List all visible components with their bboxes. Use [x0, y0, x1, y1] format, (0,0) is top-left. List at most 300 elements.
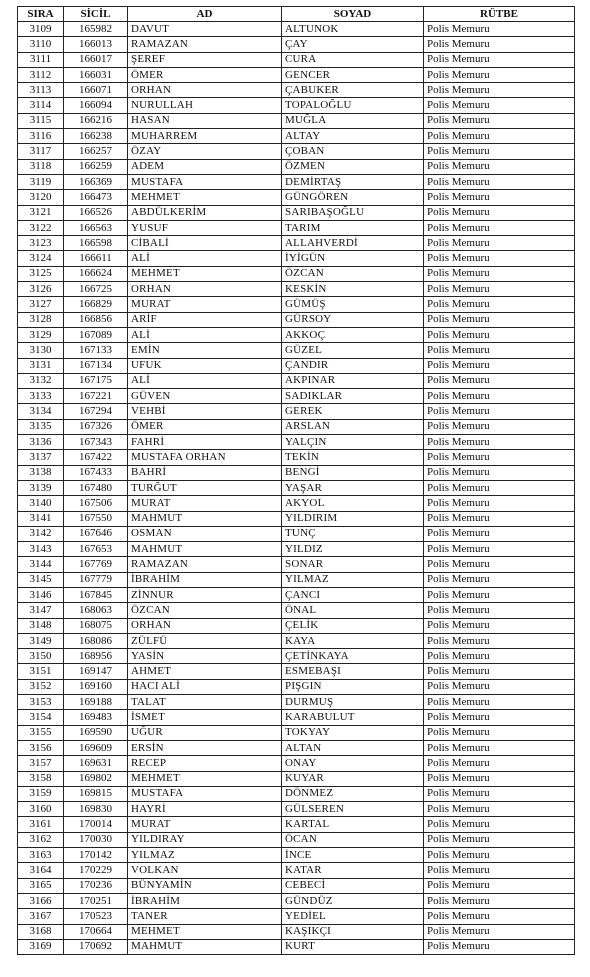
- cell-soyad: PIŞGIN: [282, 679, 424, 694]
- table-header: [18, 7, 575, 22]
- cell-soyad: AKPINAR: [282, 373, 424, 388]
- cell-ad: MUSTAFA: [128, 174, 282, 189]
- cell-ad: İBRAHİM: [128, 572, 282, 587]
- cell-soyad: GÜZEL: [282, 343, 424, 358]
- cell-sira: 3126: [18, 282, 64, 297]
- cell-sicil: 170142: [64, 848, 128, 863]
- table-row: [18, 710, 575, 725]
- cell-sira: 3117: [18, 144, 64, 159]
- cell-sicil: 168063: [64, 603, 128, 618]
- cell-sicil: 167294: [64, 404, 128, 419]
- cell-ad: TANER: [128, 909, 282, 924]
- cell-sicil: 167134: [64, 358, 128, 373]
- cell-ad: ERSİN: [128, 740, 282, 755]
- table-row: [18, 863, 575, 878]
- header-rutbe: RÜTBE: [424, 7, 575, 22]
- cell-ad: TALAT: [128, 695, 282, 710]
- table-row: [18, 526, 575, 541]
- cell-ad: ALİ: [128, 251, 282, 266]
- cell-soyad: ARSLAN: [282, 419, 424, 434]
- cell-sira: 3148: [18, 618, 64, 633]
- cell-ad: DAVUT: [128, 22, 282, 37]
- cell-sira: 3135: [18, 419, 64, 434]
- cell-soyad: DURMUŞ: [282, 695, 424, 710]
- cell-rutbe: Polis Memuru: [424, 878, 575, 893]
- table-row: [18, 190, 575, 205]
- cell-soyad: ÇETİNKAYA: [282, 649, 424, 664]
- cell-sira: 3146: [18, 587, 64, 602]
- cell-soyad: YAŞAR: [282, 480, 424, 495]
- cell-sicil: 166017: [64, 52, 128, 67]
- cell-sira: 3120: [18, 190, 64, 205]
- cell-soyad: SARIBAŞOĞLU: [282, 205, 424, 220]
- cell-sicil: 166526: [64, 205, 128, 220]
- cell-sira: 3118: [18, 159, 64, 174]
- cell-rutbe: Polis Memuru: [424, 159, 575, 174]
- table-row: [18, 496, 575, 511]
- cell-rutbe: Polis Memuru: [424, 37, 575, 52]
- cell-sicil: 165982: [64, 22, 128, 37]
- cell-ad: MUSTAFA ORHAN: [128, 450, 282, 465]
- table-row: [18, 174, 575, 189]
- table-row: [18, 435, 575, 450]
- table-row: [18, 358, 575, 373]
- cell-rutbe: Polis Memuru: [424, 190, 575, 205]
- cell-sira: 3110: [18, 37, 64, 52]
- cell-soyad: ÖZMEN: [282, 159, 424, 174]
- cell-ad: ALİ: [128, 373, 282, 388]
- cell-sicil: 169590: [64, 725, 128, 740]
- cell-ad: NURULLAH: [128, 98, 282, 113]
- cell-rutbe: Polis Memuru: [424, 695, 575, 710]
- cell-rutbe: Polis Memuru: [424, 740, 575, 755]
- table-row: [18, 52, 575, 67]
- personnel-table: [17, 6, 575, 955]
- cell-soyad: GEREK: [282, 404, 424, 419]
- cell-ad: MUSTAFA: [128, 786, 282, 801]
- cell-rutbe: Polis Memuru: [424, 144, 575, 159]
- cell-ad: HACI ALİ: [128, 679, 282, 694]
- cell-ad: ZİNNUR: [128, 587, 282, 602]
- cell-rutbe: Polis Memuru: [424, 939, 575, 954]
- cell-sicil: 168086: [64, 633, 128, 648]
- cell-sira: 3122: [18, 220, 64, 235]
- cell-sicil: 167506: [64, 496, 128, 511]
- cell-sicil: 167175: [64, 373, 128, 388]
- cell-ad: HAYRİ: [128, 802, 282, 817]
- cell-sira: 3153: [18, 695, 64, 710]
- cell-ad: MURAT: [128, 297, 282, 312]
- cell-ad: VOLKAN: [128, 863, 282, 878]
- table-row: [18, 220, 575, 235]
- cell-sira: 3163: [18, 848, 64, 863]
- table-row: [18, 373, 575, 388]
- cell-sicil: 169160: [64, 679, 128, 694]
- cell-sira: 3149: [18, 633, 64, 648]
- cell-rutbe: Polis Memuru: [424, 282, 575, 297]
- cell-soyad: YEDİEL: [282, 909, 424, 924]
- cell-sira: 3116: [18, 129, 64, 144]
- cell-ad: FAHRİ: [128, 435, 282, 450]
- cell-ad: UFUK: [128, 358, 282, 373]
- cell-sira: 3156: [18, 740, 64, 755]
- cell-soyad: İYİGÜN: [282, 251, 424, 266]
- cell-rutbe: Polis Memuru: [424, 343, 575, 358]
- cell-sicil: 170664: [64, 924, 128, 939]
- cell-sira: 3124: [18, 251, 64, 266]
- cell-soyad: KARTAL: [282, 817, 424, 832]
- cell-ad: MAHMUT: [128, 542, 282, 557]
- cell-rutbe: Polis Memuru: [424, 802, 575, 817]
- cell-sira: 3136: [18, 435, 64, 450]
- table-row: [18, 633, 575, 648]
- cell-soyad: BENGİ: [282, 465, 424, 480]
- cell-ad: MAHMUT: [128, 939, 282, 954]
- cell-sira: 3157: [18, 756, 64, 771]
- cell-soyad: ÇELİK: [282, 618, 424, 633]
- cell-rutbe: Polis Memuru: [424, 756, 575, 771]
- cell-rutbe: Polis Memuru: [424, 572, 575, 587]
- cell-rutbe: Polis Memuru: [424, 587, 575, 602]
- table-row: [18, 618, 575, 633]
- cell-sira: 3159: [18, 786, 64, 801]
- cell-sira: 3168: [18, 924, 64, 939]
- cell-ad: YASİN: [128, 649, 282, 664]
- cell-soyad: ÖCAN: [282, 832, 424, 847]
- cell-soyad: GÜMÜŞ: [282, 297, 424, 312]
- cell-rutbe: Polis Memuru: [424, 327, 575, 342]
- cell-sira: 3160: [18, 802, 64, 817]
- header-ad: AD: [128, 7, 282, 22]
- cell-ad: RAMAZAN: [128, 37, 282, 52]
- table-row: [18, 924, 575, 939]
- cell-sicil: 168956: [64, 649, 128, 664]
- cell-soyad: YALÇIN: [282, 435, 424, 450]
- table-row: [18, 725, 575, 740]
- cell-rutbe: Polis Memuru: [424, 848, 575, 863]
- cell-rutbe: Polis Memuru: [424, 435, 575, 450]
- table-row: [18, 817, 575, 832]
- table-row: [18, 113, 575, 128]
- cell-ad: ORHAN: [128, 618, 282, 633]
- table-row: [18, 98, 575, 113]
- cell-sicil: 166257: [64, 144, 128, 159]
- header-row: [18, 7, 575, 22]
- table-row: [18, 251, 575, 266]
- cell-rutbe: Polis Memuru: [424, 389, 575, 404]
- cell-ad: GÜVEN: [128, 389, 282, 404]
- cell-soyad: KAYA: [282, 633, 424, 648]
- cell-sira: 3145: [18, 572, 64, 587]
- cell-rutbe: Polis Memuru: [424, 771, 575, 786]
- cell-ad: OSMAN: [128, 526, 282, 541]
- table-row: [18, 695, 575, 710]
- cell-soyad: KATAR: [282, 863, 424, 878]
- cell-ad: EMİN: [128, 343, 282, 358]
- table-row: [18, 159, 575, 174]
- cell-sira: 3133: [18, 389, 64, 404]
- cell-rutbe: Polis Memuru: [424, 725, 575, 740]
- cell-rutbe: Polis Memuru: [424, 67, 575, 82]
- cell-soyad: AKKOÇ: [282, 327, 424, 342]
- cell-sicil: 166071: [64, 83, 128, 98]
- cell-soyad: ÇANDIR: [282, 358, 424, 373]
- cell-sicil: 166238: [64, 129, 128, 144]
- cell-sicil: 167845: [64, 587, 128, 602]
- table-row: [18, 756, 575, 771]
- cell-soyad: ONAY: [282, 756, 424, 771]
- cell-sicil: 169147: [64, 664, 128, 679]
- cell-ad: İSMET: [128, 710, 282, 725]
- cell-sira: 3121: [18, 205, 64, 220]
- cell-sicil: 167326: [64, 419, 128, 434]
- cell-soyad: KESKİN: [282, 282, 424, 297]
- cell-ad: ÖMER: [128, 419, 282, 434]
- cell-rutbe: Polis Memuru: [424, 22, 575, 37]
- cell-soyad: DEMİRTAŞ: [282, 174, 424, 189]
- cell-sicil: 167221: [64, 389, 128, 404]
- cell-sicil: 166856: [64, 312, 128, 327]
- table-row: [18, 909, 575, 924]
- cell-ad: MURAT: [128, 496, 282, 511]
- cell-sira: 3147: [18, 603, 64, 618]
- cell-sira: 3123: [18, 236, 64, 251]
- cell-rutbe: Polis Memuru: [424, 373, 575, 388]
- header-sicil: SİCİL: [64, 7, 128, 22]
- cell-sira: 3127: [18, 297, 64, 312]
- cell-sicil: 167779: [64, 572, 128, 587]
- cell-sicil: 168075: [64, 618, 128, 633]
- cell-sicil: 167089: [64, 327, 128, 342]
- cell-rutbe: Polis Memuru: [424, 52, 575, 67]
- cell-sira: 3125: [18, 266, 64, 281]
- table-row: [18, 450, 575, 465]
- cell-rutbe: Polis Memuru: [424, 496, 575, 511]
- cell-ad: ORHAN: [128, 83, 282, 98]
- cell-rutbe: Polis Memuru: [424, 526, 575, 541]
- cell-rutbe: Polis Memuru: [424, 174, 575, 189]
- cell-rutbe: Polis Memuru: [424, 450, 575, 465]
- cell-ad: YILMAZ: [128, 848, 282, 863]
- cell-ad: ARİF: [128, 312, 282, 327]
- table-row: [18, 557, 575, 572]
- cell-rutbe: Polis Memuru: [424, 909, 575, 924]
- cell-sicil: 167480: [64, 480, 128, 495]
- table-row: [18, 327, 575, 342]
- cell-soyad: GÜNGÖREN: [282, 190, 424, 205]
- cell-sira: 3129: [18, 327, 64, 342]
- cell-ad: ÖMER: [128, 67, 282, 82]
- cell-sira: 3109: [18, 22, 64, 37]
- cell-sira: 3169: [18, 939, 64, 954]
- table-row: [18, 266, 575, 281]
- cell-rutbe: Polis Memuru: [424, 649, 575, 664]
- cell-sira: 3131: [18, 358, 64, 373]
- table-row: [18, 236, 575, 251]
- cell-sira: 3114: [18, 98, 64, 113]
- cell-ad: ZÜLFÜ: [128, 633, 282, 648]
- table-row: [18, 740, 575, 755]
- cell-sira: 3134: [18, 404, 64, 419]
- cell-sicil: 166013: [64, 37, 128, 52]
- table-row: [18, 587, 575, 602]
- cell-sira: 3113: [18, 83, 64, 98]
- cell-ad: TURĞUT: [128, 480, 282, 495]
- table-row: [18, 205, 575, 220]
- cell-soyad: TARIM: [282, 220, 424, 235]
- cell-ad: UĞUR: [128, 725, 282, 740]
- cell-sicil: 167343: [64, 435, 128, 450]
- table-row: [18, 649, 575, 664]
- cell-rutbe: Polis Memuru: [424, 786, 575, 801]
- cell-sicil: 167653: [64, 542, 128, 557]
- cell-sicil: 170229: [64, 863, 128, 878]
- cell-sira: 3130: [18, 343, 64, 358]
- cell-soyad: GÜLSEREN: [282, 802, 424, 817]
- cell-soyad: KUYAR: [282, 771, 424, 786]
- table-row: [18, 893, 575, 908]
- cell-sira: 3139: [18, 480, 64, 495]
- cell-sicil: 169631: [64, 756, 128, 771]
- cell-sicil: 167550: [64, 511, 128, 526]
- cell-sira: 3128: [18, 312, 64, 327]
- cell-rutbe: Polis Memuru: [424, 312, 575, 327]
- table-row: [18, 939, 575, 954]
- cell-rutbe: Polis Memuru: [424, 924, 575, 939]
- cell-ad: BÜNYAMİN: [128, 878, 282, 893]
- cell-sicil: 166473: [64, 190, 128, 205]
- cell-soyad: AKYOL: [282, 496, 424, 511]
- cell-soyad: CEBECİ: [282, 878, 424, 893]
- cell-rutbe: Polis Memuru: [424, 297, 575, 312]
- cell-sira: 3140: [18, 496, 64, 511]
- cell-rutbe: Polis Memuru: [424, 603, 575, 618]
- cell-soyad: ESMEBAŞI: [282, 664, 424, 679]
- table-row: [18, 572, 575, 587]
- cell-sicil: 166563: [64, 220, 128, 235]
- table-row: [18, 67, 575, 82]
- cell-soyad: GENCER: [282, 67, 424, 82]
- cell-sira: 3155: [18, 725, 64, 740]
- table-row: [18, 542, 575, 557]
- cell-sicil: 170030: [64, 832, 128, 847]
- cell-sira: 3166: [18, 893, 64, 908]
- cell-rutbe: Polis Memuru: [424, 480, 575, 495]
- table-row: [18, 771, 575, 786]
- table-row: [18, 22, 575, 37]
- cell-sira: 3138: [18, 465, 64, 480]
- table-row: [18, 679, 575, 694]
- cell-ad: YUSUF: [128, 220, 282, 235]
- table-row: [18, 37, 575, 52]
- cell-soyad: ÇABUKER: [282, 83, 424, 98]
- cell-sira: 3111: [18, 52, 64, 67]
- cell-sicil: 170523: [64, 909, 128, 924]
- cell-sira: 3137: [18, 450, 64, 465]
- table-row: [18, 802, 575, 817]
- cell-sicil: 167133: [64, 343, 128, 358]
- cell-sicil: 166598: [64, 236, 128, 251]
- cell-sira: 3154: [18, 710, 64, 725]
- cell-soyad: GÜNDÜZ: [282, 893, 424, 908]
- cell-soyad: MUĞLA: [282, 113, 424, 128]
- cell-rutbe: Polis Memuru: [424, 542, 575, 557]
- cell-sira: 3115: [18, 113, 64, 128]
- cell-soyad: KURT: [282, 939, 424, 954]
- table-row: [18, 480, 575, 495]
- cell-sira: 3165: [18, 878, 64, 893]
- cell-sira: 3152: [18, 679, 64, 694]
- table-row: [18, 404, 575, 419]
- cell-sicil: 166624: [64, 266, 128, 281]
- cell-rutbe: Polis Memuru: [424, 832, 575, 847]
- cell-ad: RAMAZAN: [128, 557, 282, 572]
- cell-sicil: 166725: [64, 282, 128, 297]
- cell-ad: MURAT: [128, 817, 282, 832]
- cell-soyad: CURA: [282, 52, 424, 67]
- cell-soyad: ÇOBAN: [282, 144, 424, 159]
- cell-ad: ABDÜLKERİM: [128, 205, 282, 220]
- table-row: [18, 465, 575, 480]
- table-row: [18, 312, 575, 327]
- cell-sicil: 169815: [64, 786, 128, 801]
- cell-sira: 3150: [18, 649, 64, 664]
- cell-sicil: 166611: [64, 251, 128, 266]
- cell-ad: RECEP: [128, 756, 282, 771]
- cell-sicil: 169802: [64, 771, 128, 786]
- cell-sicil: 169188: [64, 695, 128, 710]
- cell-ad: CİBALİ: [128, 236, 282, 251]
- cell-sira: 3142: [18, 526, 64, 541]
- cell-sicil: 170014: [64, 817, 128, 832]
- cell-ad: MEHMET: [128, 190, 282, 205]
- cell-ad: VEHBİ: [128, 404, 282, 419]
- cell-sicil: 170692: [64, 939, 128, 954]
- table-body: [18, 22, 575, 955]
- header-soyad: SOYAD: [282, 7, 424, 22]
- cell-sicil: 166216: [64, 113, 128, 128]
- cell-sicil: 166829: [64, 297, 128, 312]
- cell-ad: HASAN: [128, 113, 282, 128]
- cell-soyad: YILDIRIM: [282, 511, 424, 526]
- cell-sicil: 169830: [64, 802, 128, 817]
- cell-soyad: ÖNAL: [282, 603, 424, 618]
- cell-soyad: DÖNMEZ: [282, 786, 424, 801]
- cell-ad: AHMET: [128, 664, 282, 679]
- cell-soyad: ÇAY: [282, 37, 424, 52]
- cell-sira: 3144: [18, 557, 64, 572]
- cell-rutbe: Polis Memuru: [424, 664, 575, 679]
- header-sira: SIRA: [18, 7, 64, 22]
- cell-soyad: ALTUNOK: [282, 22, 424, 37]
- cell-sicil: 167769: [64, 557, 128, 572]
- cell-sira: 3143: [18, 542, 64, 557]
- cell-rutbe: Polis Memuru: [424, 511, 575, 526]
- cell-rutbe: Polis Memuru: [424, 710, 575, 725]
- cell-sicil: 170236: [64, 878, 128, 893]
- cell-sira: 3132: [18, 373, 64, 388]
- cell-sira: 3158: [18, 771, 64, 786]
- cell-sicil: 166259: [64, 159, 128, 174]
- table-row: [18, 129, 575, 144]
- cell-ad: MEHMET: [128, 266, 282, 281]
- table-row: [18, 878, 575, 893]
- cell-rutbe: Polis Memuru: [424, 419, 575, 434]
- table-row: [18, 786, 575, 801]
- cell-rutbe: Polis Memuru: [424, 404, 575, 419]
- cell-soyad: ÖZCAN: [282, 266, 424, 281]
- cell-sicil: 169609: [64, 740, 128, 755]
